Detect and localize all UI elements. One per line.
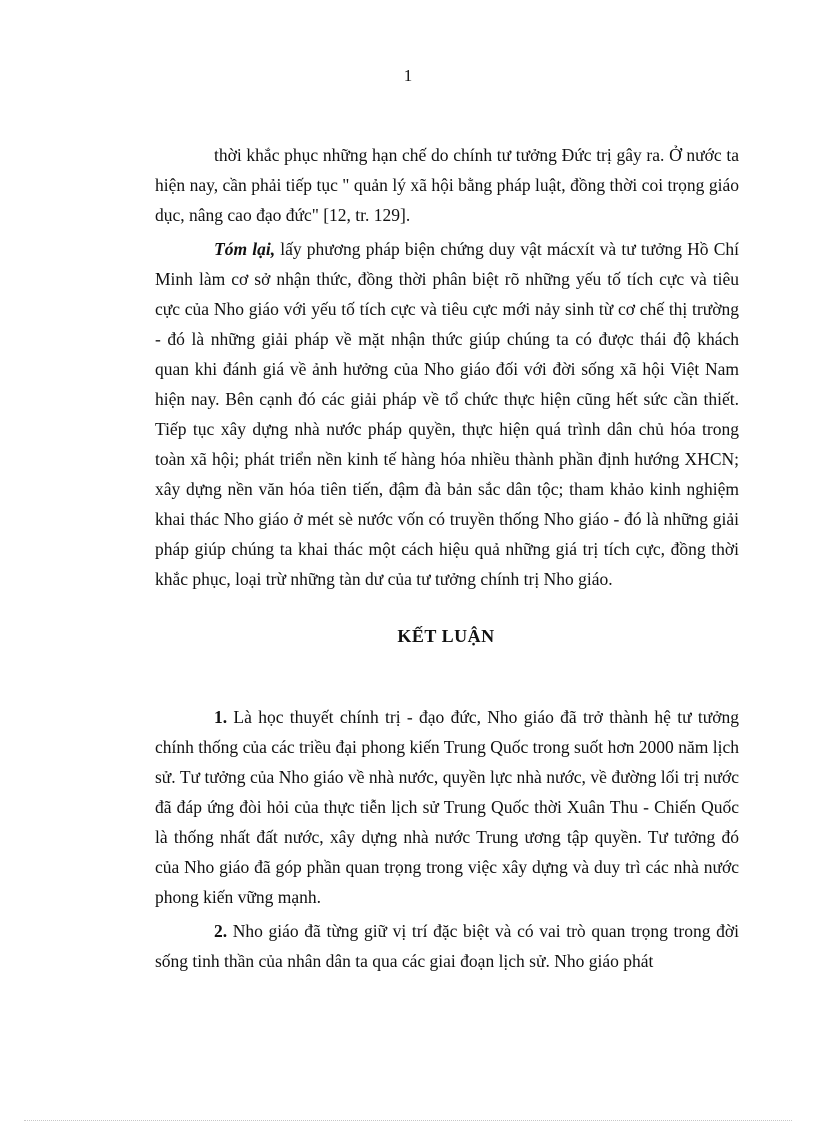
paragraph: [155, 916, 739, 976]
page-number: 1: [403, 66, 413, 85]
paragraph-lead-italic: Tóm lại,: [214, 239, 276, 259]
paragraph-text: Nho giáo đã từng giữ vị trí đặc biệt và có vai trò quan trọng trong đời sống tinh thần của nhân dân ta qua các giai đoạn lịch sử. Nho giáo phát: [155, 921, 739, 971]
paragraph-text: thời khắc phục những hạn chế do chính tư tưởng Đức trị gây ra. Ở nước ta hiện nay, cần phải tiếp tục " quản lý xã hội bằng pháp luật, đồng thời coi trọng giáo dục, nâng cao đạo đức" [12, tr. 129].: [155, 145, 739, 225]
paragraph-number: 2.: [214, 921, 228, 941]
paragraph: [155, 140, 739, 230]
body-text-bottom: [155, 702, 739, 976]
paragraph: [155, 234, 739, 594]
paragraph-text: lấy phương pháp biện chứng duy vật mácxít và tư tưởng Hồ Chí Minh làm cơ sở nhận thức, đồng thời phân biệt rõ những yếu tố tích cực và tiêu cực của Nho giáo với yếu tố tích cực và tiêu cực mới nảy sinh từ cơ chế thị trường - đó là những giải pháp về mặt nhận thức giúp chúng ta có được thái độ khách quan khi đánh giá về ảnh hưởng của Nho giáo đối với đời sống xã hội Việt Nam hiện nay. Bên cạnh đó các giải pháp về tổ chức thực hiện cũng hết sức cần thiết. Tiếp tục xây dựng nhà nước pháp quyền, thực hiện quá trình dân chủ hóa trong toàn xã hội; phát triển nền kinh tế hàng hóa nhiều thành phần định hướng XHCN; xây dựng nền văn hóa tiên tiến, đậm đà bản sắc dân tộc; tham khảo kinh nghiệm khai thác Nho giáo ở mét sè nước vốn có truyền thống Nho giáo - đó là những giải pháp giúp chúng ta khai thác một cách hiệu quả những giá trị tích cực, đồng thời khắc phục, loại trừ những tàn dư của tư tưởng chính trị Nho giáo.: [155, 239, 739, 589]
body-text-top: [155, 140, 739, 594]
paragraph-text: Là học thuyết chính trị - đạo đức, Nho giáo đã trở thành hệ tư tưởng chính thống của các triều đại phong kiến Trung Quốc trong suốt hơn 2000 năm lịch sử. Tư tưởng của Nho giáo về nhà nước, quyền lực nhà nước, về đường lối trị nước đã đáp ứng đòi hỏi của thực tiễn lịch sử Trung Quốc thời Xuân Thu - Chiến Quốc là thống nhất đất nước, xây dựng nhà nước Trung ương tập quyền. Tư tưởng đó của Nho giáo đã góp phần quan trọng trong việc xây dựng và duy trì các nhà nước phong kiến vững mạnh.: [155, 707, 739, 907]
section-heading: KẾT LUẬN: [397, 626, 495, 646]
paragraph-number: 1.: [214, 707, 228, 727]
paragraph: [155, 702, 739, 912]
page-bottom-divider: [24, 1120, 792, 1121]
